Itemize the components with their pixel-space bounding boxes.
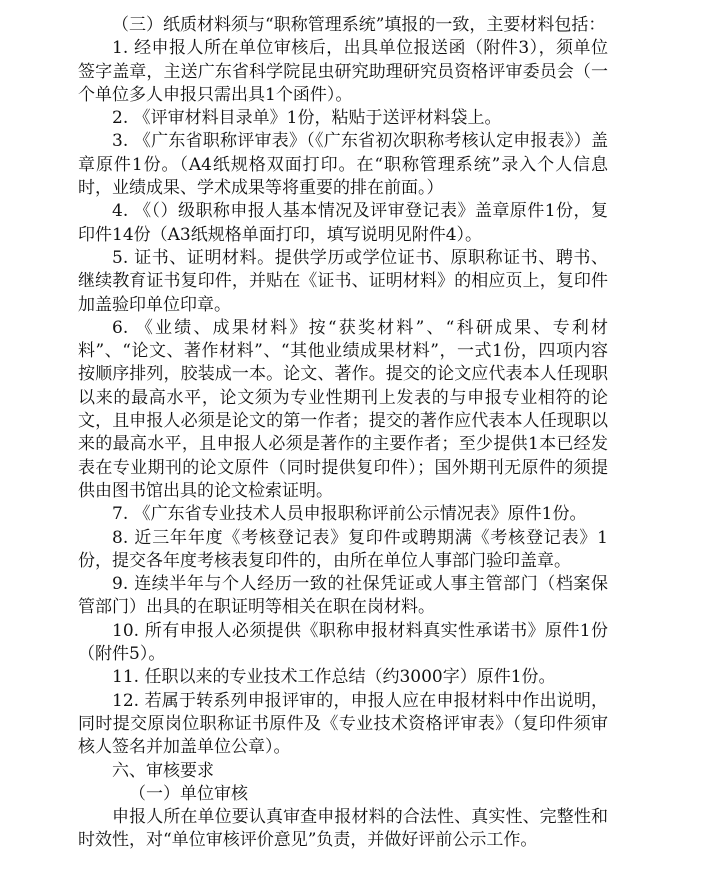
list-item: 10. 所有申报人必须提供《职称申报材料真实性承诺书》原件1份（附件5）。 (78, 620, 608, 665)
list-item: 11. 任职以来的专业技术工作总结（约3000字）原件1份。 (112, 667, 556, 688)
document-page (78, 14, 608, 853)
list-item: 7. 《广东省专业技术人员申报职称评前公示情况表》原件1份。 (112, 504, 587, 525)
list-item: 1. 经申报人所在单位审核后，出具单位报送函（附件3），须单位签字盖章，主送广东省科学院昆虫研究助理研究员资格评审委员会（一个单位多人申报只需出具1个函件）。 (78, 38, 608, 105)
list-item: 8. 近三年年度《考核登记表》复印件或聘期满《考核登记表》1份，提交各年度考核表复印件的，由所在单位人事部门验印盖章。 (78, 527, 608, 571)
list-item: 3. 《广东省职称评审表》（《广东省初次职称考核认定申报表》）盖章原件1份。（A4纸规格双面打印。在“职称管理系统”录入个人信息时，业绩成果、学术成果等将重要的排在前面。） (78, 131, 608, 199)
section-heading: 六、审核要求 (112, 760, 214, 781)
list-item: 4. 《（）级职称申报人基本情况及评审登记表》盖章原件1份，复印件14份（A3纸规格单面打印，填写说明见附件4）。 (78, 201, 608, 245)
sub-heading: （一）单位审核 (129, 783, 248, 804)
closing-paragraph: 申报人所在单位要认真审查申报材料的合法性、真实性、完整性和时效性，对“单位审核评价意见”负责，并做好评前公示工作。 (78, 807, 608, 851)
list-item: 6. 《业绩、成果材料》按“获奖材料”、“科研成果、专利材料”、“论文、著作材料”、“其他业绩成果材料”，一式1份，四项内容按顺序排列，胶装成一本。论文、著作。提交的论文应代表本人任现职以来的最高水平，论文须为专业性期刊上发表的与申报专业相符的论文，且申报人必须是论文的第一作者；提交的著作应代表本人任现职以来的最高水平，且申报人必须是著作的主要作者；至少提供1本已经发表在专业期刊的论文原件（同时提供复印件）；国外期刊无原件的须提供由图书馆出具的论文检索证明。 (78, 317, 608, 501)
list-item: 5. 证书、证明材料。提供学历或学位证书、原职称证书、聘书、继续教育证书复印件，并贴在《证书、证明材料》的相应页上，复印件加盖验印单位印章。 (78, 247, 608, 315)
list-item: 9. 连续半年与个人经历一致的社保凭证或人事主管部门（档案保管部门）出具的在职证明等相关在职在岗材料。 (78, 574, 608, 618)
intro-paragraph: （三）纸质材料须与“职称管理系统”填报的一致，主要材料包括： (112, 15, 606, 35)
list-item: 2. 《评审材料目录单》1份，粘贴于送评材料袋上。 (112, 108, 502, 129)
list-item: 12. 若属于转系列申报评审的，申报人应在申报材料中作出说明，同时提交原岗位职称证书原件及《专业技术资格评审表》（复印件须审核人签名并加盖单位公章）。 (78, 690, 608, 758)
